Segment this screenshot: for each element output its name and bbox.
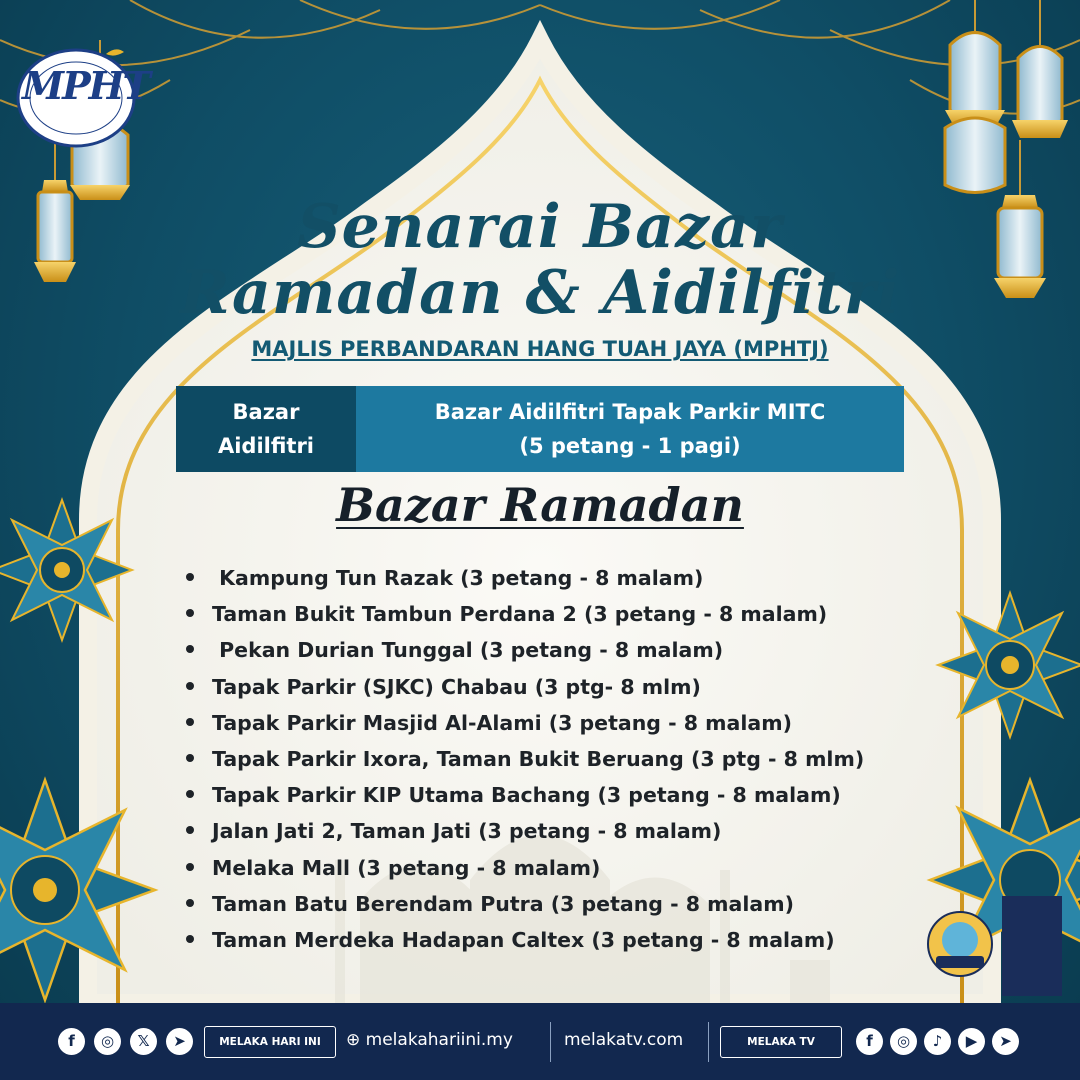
aidilfitri-label-line-2: Aidilfitri	[217, 434, 315, 458]
list-item: Taman Batu Berendam Putra (3 petang - 8 malam)	[186, 886, 864, 922]
facebook-icon[interactable]: f	[856, 1028, 883, 1055]
aidilfitri-detail-cell	[356, 386, 904, 472]
list-item: Taman Bukit Tambun Perdana 2 (3 petang - 8 malam)	[186, 596, 864, 632]
x-icon[interactable]: 𝕏	[130, 1028, 157, 1055]
website-link-2[interactable]: melakatv.com	[564, 1030, 684, 1050]
instagram-icon[interactable]: ◎	[890, 1028, 917, 1055]
bullet-icon	[186, 609, 194, 617]
melaka-tv-pill[interactable]: MELAKA TV	[720, 1026, 842, 1058]
list-item: Tapak Parkir Ixora, Taman Bukit Beruang (3 ptg - 8 mlm)	[186, 741, 864, 777]
ornament-right-mid	[938, 593, 1080, 737]
organisation-subtitle: MAJLIS PERBANDARAN HANG TUAH JAYA (MPHTJ)	[251, 337, 829, 361]
footer-divider	[708, 1022, 709, 1062]
list-item: Tapak Parkir KIP Utama Bachang (3 petang - 8 malam)	[186, 777, 864, 813]
logo-text: MPHT	[22, 63, 149, 108]
list-item: Kampung Tun Razak (3 petang - 8 malam)	[186, 560, 864, 596]
footer-divider	[550, 1022, 551, 1062]
bullet-icon	[186, 863, 194, 871]
globe-icon: ⊕	[346, 1030, 361, 1050]
bullet-icon	[186, 573, 194, 581]
list-item: Taman Merdeka Hadapan Caltex (3 petang - 8 malam)	[186, 922, 864, 958]
tiktok-icon[interactable]: ♪	[924, 1028, 951, 1055]
bullet-icon	[186, 645, 194, 653]
bullet-icon	[186, 899, 194, 907]
event-poster-badge	[1002, 896, 1062, 996]
lantern-right-2	[1012, 0, 1068, 138]
lantern-right-1	[945, 0, 1005, 193]
list-item: Melaka Mall (3 petang - 8 malam)	[186, 850, 864, 886]
melaka-hari-ini-pill[interactable]: MELAKA HARI INI	[204, 1026, 336, 1058]
bullet-icon	[186, 754, 194, 762]
aidilfitri-name: Bazar Aidilfitri Tapak Parkir MITC	[434, 400, 826, 424]
website-link-1[interactable]: ⊕ melakahariini.my	[346, 1030, 513, 1050]
bullet-icon	[186, 682, 194, 690]
title-line-1: Senarai Bazar	[297, 192, 783, 262]
list-item: Pekan Durian Tunggal (3 petang - 8 malam)	[186, 632, 864, 668]
list-item: Tapak Parkir (SJKC) Chabau (3 ptg- 8 mlm)	[186, 669, 864, 705]
aidilfitri-hours: (5 petang - 1 pagi)	[519, 434, 741, 458]
ramadan-heading: Bazar Ramadan	[336, 478, 744, 532]
bullet-icon	[186, 935, 194, 943]
melaka-2024-badge	[922, 910, 998, 978]
title-line-2: Ramadan & Aidilfitri	[179, 258, 901, 328]
bullet-icon	[186, 718, 194, 726]
aidilfitri-label-line-1: Bazar	[232, 400, 300, 424]
instagram-icon[interactable]: ◎	[94, 1028, 121, 1055]
ramadan-bazar-list	[186, 560, 864, 958]
bullet-icon	[186, 826, 194, 834]
facebook-icon[interactable]: f	[58, 1028, 85, 1055]
aidilfitri-table	[176, 386, 904, 472]
youtube-icon[interactable]: ▶	[958, 1028, 985, 1055]
list-item: Jalan Jati 2, Taman Jati (3 petang - 8 malam)	[186, 813, 864, 849]
bullet-icon	[186, 790, 194, 798]
footer-bar	[0, 1003, 1080, 1080]
telegram-icon[interactable]: ➤	[166, 1028, 193, 1055]
telegram-icon[interactable]: ➤	[992, 1028, 1019, 1055]
list-item: Tapak Parkir Masjid Al-Alami (3 petang - 8 malam)	[186, 705, 864, 741]
aidilfitri-label-cell	[176, 386, 356, 472]
